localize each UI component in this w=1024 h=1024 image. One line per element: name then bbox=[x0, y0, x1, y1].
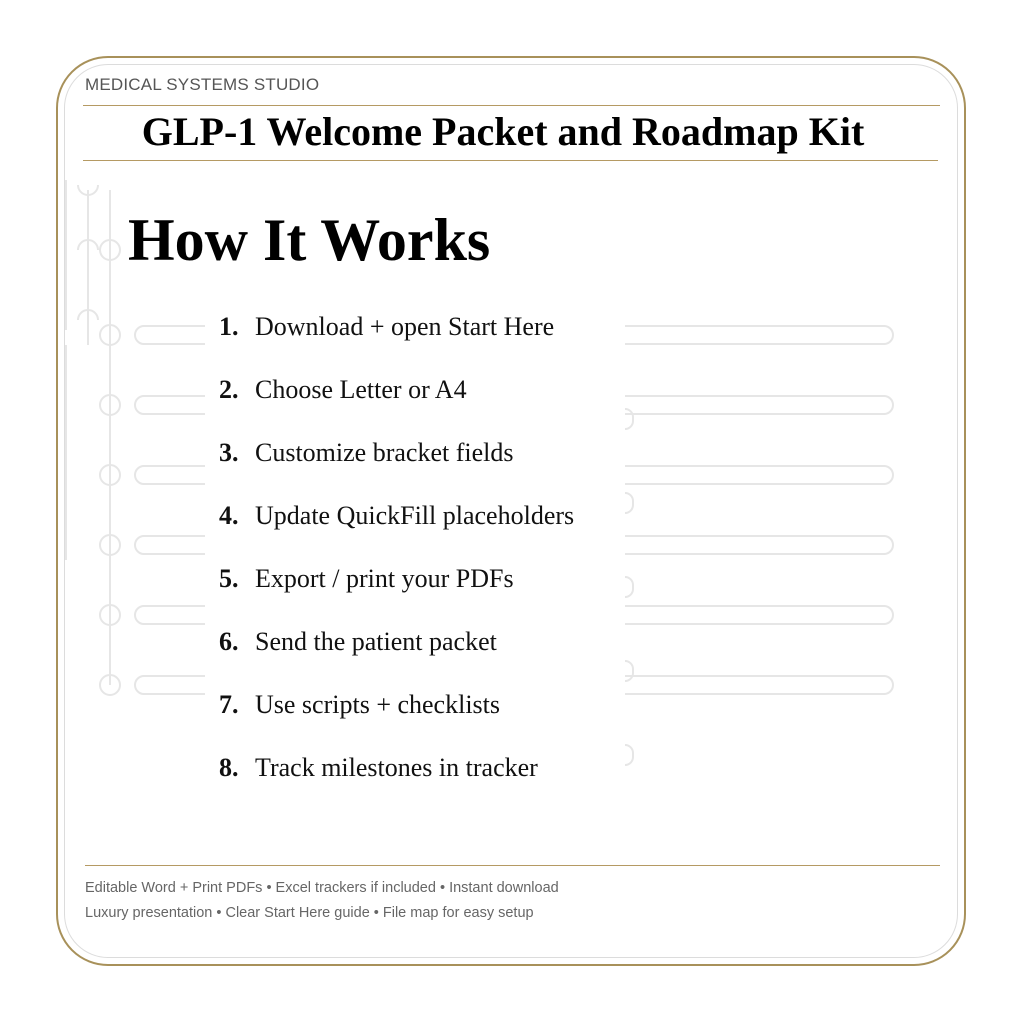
step-text: Update QuickFill placeholders bbox=[255, 501, 575, 530]
step-number: 1. bbox=[219, 312, 239, 341]
step-text: Use scripts + checklists bbox=[255, 690, 501, 719]
step-number: 6. bbox=[219, 627, 239, 656]
step-text: Choose Letter or A4 bbox=[255, 375, 467, 404]
step-text: Track milestones in tracker bbox=[255, 753, 538, 782]
step-text: Send the patient packet bbox=[255, 627, 497, 656]
footer-rule bbox=[85, 865, 940, 866]
page-title: GLP-1 Welcome Packet and Roadmap Kit bbox=[141, 109, 865, 154]
step-text: Customize bracket fields bbox=[255, 438, 514, 467]
step-item bbox=[205, 627, 625, 690]
step-item bbox=[205, 753, 625, 816]
footer-line-1: Editable Word + Print PDFs • Excel trackers if included • Instant download bbox=[85, 880, 559, 896]
header-rule-top bbox=[83, 105, 940, 106]
header-rule-bottom bbox=[83, 160, 938, 161]
step-text: Download + open Start Here bbox=[255, 312, 555, 341]
step-item bbox=[205, 375, 625, 438]
step-item bbox=[205, 501, 625, 564]
step-item bbox=[205, 312, 625, 375]
brand-label: MEDICAL SYSTEMS STUDIO bbox=[85, 75, 320, 94]
footer-line-2: Luxury presentation • Clear Start Here guide • File map for easy setup bbox=[85, 905, 534, 921]
step-item bbox=[205, 564, 625, 627]
step-number: 2. bbox=[219, 375, 239, 404]
step-number: 5. bbox=[219, 564, 239, 593]
step-number: 4. bbox=[219, 501, 239, 530]
steps-list bbox=[205, 312, 625, 816]
step-item bbox=[205, 690, 625, 753]
step-number: 7. bbox=[219, 690, 239, 719]
step-number: 8. bbox=[219, 753, 239, 782]
step-number: 3. bbox=[219, 438, 239, 467]
section-heading: How It Works bbox=[128, 207, 491, 273]
step-text: Export / print your PDFs bbox=[255, 564, 514, 593]
step-item bbox=[205, 438, 625, 501]
